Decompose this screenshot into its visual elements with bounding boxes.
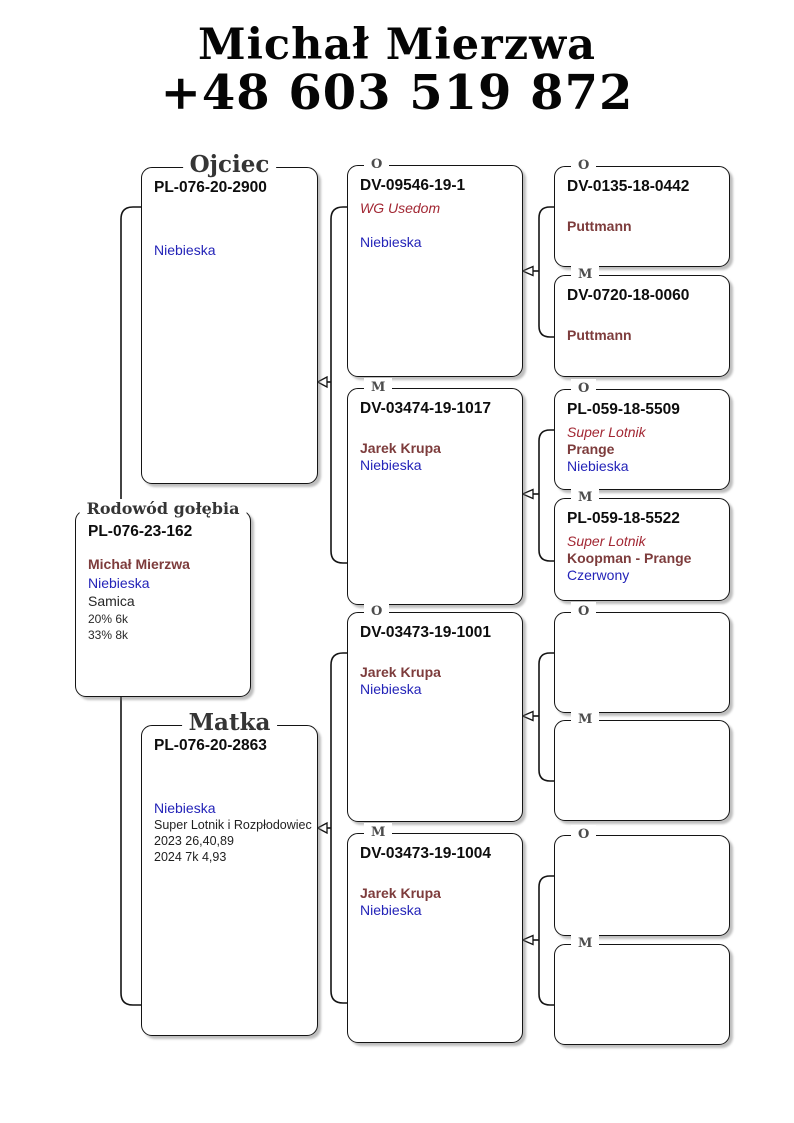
- pigeon-color: Niebieska: [360, 902, 422, 918]
- strain-name: WG Usedom: [360, 200, 441, 216]
- box-legend: O: [571, 825, 596, 844]
- arrow-to-g2-3: [523, 712, 534, 721]
- box-legend: O: [571, 602, 596, 621]
- pedigree-box-g3-5: [554, 604, 730, 713]
- bracket-g3-pair1: [539, 207, 554, 337]
- box-legend: O: [364, 155, 389, 174]
- pedigree-box-g3-3: [554, 381, 730, 490]
- breeder-name: Prange: [567, 441, 615, 457]
- breeder-name: Jarek Krupa: [360, 440, 441, 456]
- breeder-name: Puttmann: [567, 327, 632, 343]
- box-legend: M: [571, 488, 599, 507]
- pedigree-box-g2-4: [347, 825, 523, 1043]
- ring-number: DV-0135-18-0442: [567, 178, 690, 195]
- pedigree-box-g3-6: [554, 712, 730, 821]
- ring-number: PL-059-18-5509: [567, 401, 680, 418]
- breeder-name: Jarek Krupa: [360, 885, 441, 901]
- pigeon-color: Niebieska: [88, 575, 150, 591]
- box-legend: O: [571, 156, 596, 175]
- pigeon-color: Niebieska: [567, 458, 629, 474]
- strain-name: Super Lotnik: [567, 424, 646, 440]
- ring-number: DV-03473-19-1001: [360, 624, 491, 641]
- ring-number: DV-03474-19-1017: [360, 400, 491, 417]
- pedigree-box-g3-4: [554, 490, 730, 601]
- box-legend-mother: Matka: [182, 710, 278, 736]
- pigeon-color: Niebieska: [360, 234, 422, 250]
- ring-number: DV-09546-19-1: [360, 177, 466, 194]
- arrow-to-g2-2: [523, 490, 534, 499]
- note-line: 2024 7k 4,93: [154, 850, 227, 864]
- box-legend-father: Ojciec: [183, 152, 277, 178]
- arrow-to-mother: [318, 823, 328, 833]
- note-line: Super Lotnik i Rozpłodowiec: [154, 818, 312, 832]
- pedigree-box-g3-1: [554, 158, 730, 267]
- pedigree-box-g2-2: [347, 380, 523, 605]
- pedigree-box-subject: [75, 499, 251, 697]
- pedigree-box-g2-3: [347, 604, 523, 822]
- pedigree-box-g3-2: [554, 267, 730, 377]
- box-legend: M: [364, 823, 392, 842]
- stat-line: 33% 8k: [88, 628, 129, 642]
- pedigree-box-g3-8: [554, 936, 730, 1045]
- owner-name: Michał Mierzwa: [198, 20, 596, 70]
- breeder-name: Michał Mierzwa: [88, 556, 190, 572]
- arrow-to-g2-4: [523, 936, 534, 945]
- pigeon-color: Niebieska: [154, 242, 216, 258]
- bracket-g3-pair2: [539, 430, 554, 561]
- stat-line: 20% 6k: [88, 612, 129, 626]
- pedigree-box-father: [141, 151, 318, 484]
- strain-name: Super Lotnik: [567, 533, 646, 549]
- bracket-g3-pair3: [539, 653, 554, 781]
- breeder-name: Puttmann: [567, 218, 632, 234]
- arrow-to-g2-1: [523, 267, 534, 276]
- box-legend: O: [364, 602, 389, 621]
- pigeon-color: Niebieska: [360, 681, 422, 697]
- pedigree-box-g2-1: [347, 157, 523, 377]
- owner-phone: +48 603 519 872: [160, 65, 634, 122]
- box-legend: M: [571, 265, 599, 284]
- pigeon-color: Niebieska: [154, 800, 216, 816]
- breeder-name: Jarek Krupa: [360, 664, 441, 680]
- arrow-to-father: [318, 377, 328, 387]
- ring-number: PL-076-23-162: [88, 523, 193, 540]
- pedigree-box-mother: [141, 709, 318, 1036]
- box-legend: M: [571, 934, 599, 953]
- ring-number: PL-059-18-5522: [567, 510, 680, 527]
- ring-number: DV-0720-18-0060: [567, 287, 690, 304]
- pigeon-color: Niebieska: [360, 457, 422, 473]
- pigeon-sex: Samica: [88, 593, 135, 609]
- ring-number: PL-076-20-2900: [154, 179, 267, 196]
- note-line: 2023 26,40,89: [154, 834, 234, 848]
- box-legend: M: [364, 378, 392, 397]
- breeder-name: Koopman - Prange: [567, 550, 692, 566]
- bracket-mother-parents: [331, 653, 347, 1003]
- pedigree-box-g3-7: [554, 827, 730, 936]
- box-legend: O: [571, 379, 596, 398]
- ring-number: DV-03473-19-1004: [360, 845, 491, 862]
- box-legend: M: [571, 710, 599, 729]
- pigeon-color: Czerwony: [567, 567, 630, 583]
- ring-number: PL-076-20-2863: [154, 737, 267, 754]
- bracket-g3-pair4: [539, 876, 554, 1005]
- bracket-father-parents: [331, 207, 347, 563]
- box-legend-subject: Rodowód gołębia: [80, 499, 247, 519]
